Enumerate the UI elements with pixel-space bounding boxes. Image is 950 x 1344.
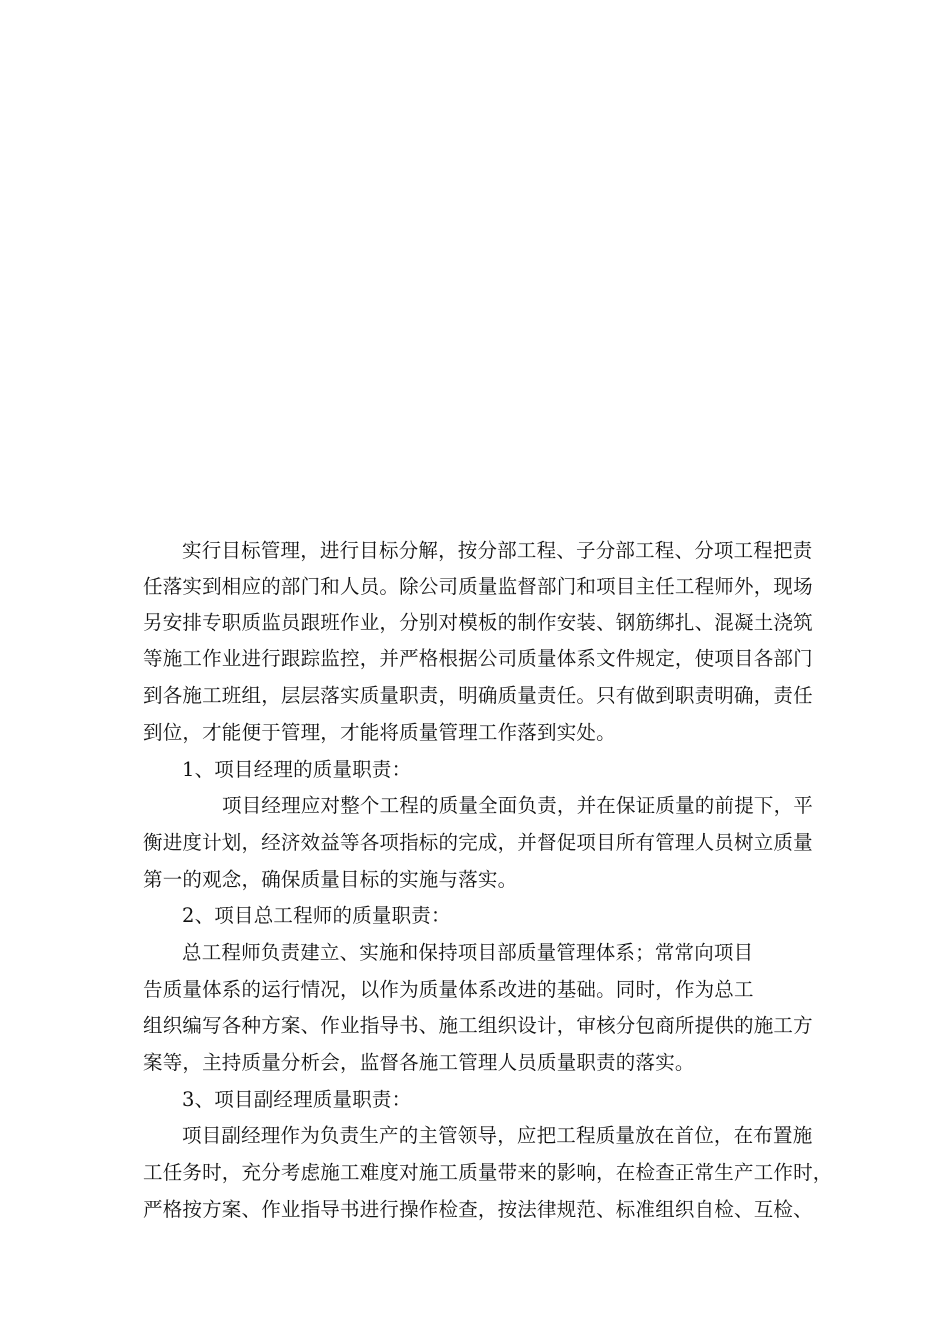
paragraph-line: 另安排专职质监员跟班作业，分别对模板的制作安装、钢筋绑扎、混凝土浇筑 bbox=[143, 611, 813, 634]
paragraph-line: 组织编写各种方案、作业指导书、施工组织设计，审核分包商所提供的施工方 bbox=[143, 1014, 813, 1037]
paragraph-line: 任落实到相应的部门和人员。除公司质量监督部门和项目主任工程师外，现场 bbox=[143, 575, 813, 598]
paragraph-line: 严格按方案、作业指导书进行操作检查，按法律规范、标准组织自检、互检、 bbox=[143, 1198, 813, 1221]
paragraph-line: 工任务时，充分考虑施工难度对施工质量带来的影响，在检查正常生产工作时， bbox=[143, 1161, 833, 1184]
paragraph-line: 衡进度计划，经济效益等各项指标的完成，并督促项目所有管理人员树立质量 bbox=[143, 831, 813, 854]
paragraph-line: 到位，才能便于管理，才能将质量管理工作落到实处。 bbox=[143, 721, 616, 744]
paragraph-line: 案等，主持质量分析会，监督各施工管理人员质量职责的落实。 bbox=[143, 1051, 695, 1074]
paragraph-line: 告质量体系的运行情况，以作为质量体系改进的基础。同时，作为总工 bbox=[143, 978, 754, 1001]
paragraph-line: 等施工作业进行跟踪监控，并严格根据公司质量体系文件规定，使项目各部门 bbox=[143, 647, 813, 670]
paragraph-line: 项目副经理作为负责生产的主管领导，应把工程质量放在首位，在布置施 bbox=[182, 1124, 813, 1147]
section-heading: 2、项目总工程师的质量职责： bbox=[182, 904, 451, 927]
section-heading: 1、项目经理的质量职责： bbox=[182, 758, 412, 781]
paragraph-line: 项目经理应对整个工程的质量全面负责，并在保证质量的前提下，平 bbox=[222, 794, 814, 817]
paragraph-line: 第一的观念，确保质量目标的实施与落实。 bbox=[143, 868, 518, 891]
paragraph-line: 实行目标管理，进行目标分解，按分部工程、子分部工程、分项工程把责 bbox=[182, 539, 813, 562]
paragraph-line: 到各施工班组，层层落实质量职责，明确质量责任。只有做到职责明确，责任 bbox=[143, 684, 813, 707]
paragraph-line: 总工程师负责建立、实施和保持项目部质量管理体系；常常向项目 bbox=[182, 941, 754, 964]
section-heading: 3、项目副经理质量职责： bbox=[182, 1088, 412, 1111]
